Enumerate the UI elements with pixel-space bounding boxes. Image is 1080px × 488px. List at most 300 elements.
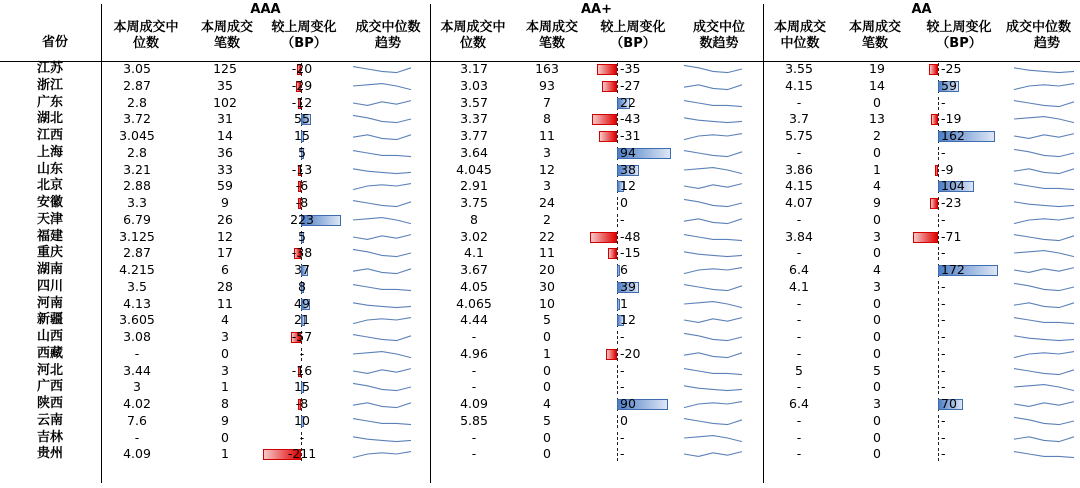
- aaa-count-cell: 12: [217, 228, 233, 244]
- aa-change-axis: [938, 231, 939, 244]
- aa-median-cell: -: [796, 312, 802, 328]
- trend-line: [1014, 368, 1074, 374]
- aaa-change-cell: -8: [295, 396, 309, 411]
- aap-change-axis: [617, 231, 618, 244]
- aaa-trend-sparkline: [353, 348, 411, 360]
- aa-change-axis: [938, 63, 939, 76]
- aaa-trend-sparkline: [353, 63, 411, 75]
- aap-trend-sparkline: [684, 130, 742, 142]
- aa-trend-sparkline: [1014, 281, 1074, 293]
- aaa-change-cell: -13: [291, 161, 313, 177]
- aaa-median-cell: -: [134, 429, 140, 445]
- aap-change-bar: [602, 81, 617, 92]
- aap-count-cell: 0: [543, 379, 551, 395]
- trend-line: [1014, 268, 1074, 273]
- aap-change-header-line2: （BP）: [610, 36, 656, 51]
- aap-change-cell: 94: [620, 144, 636, 160]
- aa-count-cell: 19: [869, 61, 885, 76]
- aaa-trend-sparkline: [353, 164, 411, 176]
- aa-median-cell: 6.4: [789, 396, 809, 411]
- aa-median-cell: 3.86: [785, 161, 813, 177]
- aa-trend-sparkline: [1014, 365, 1074, 377]
- aap-change-cell: -48: [620, 228, 641, 244]
- province-name: 山东: [37, 161, 64, 177]
- aa-median-cell: 5.75: [785, 128, 813, 143]
- aa-change-axis: [938, 298, 939, 311]
- aa-change-cell: -: [941, 295, 946, 311]
- group-aap-title: AA+: [580, 2, 612, 17]
- aaa-count-cell: 59: [217, 178, 233, 194]
- aap-change-bar: [592, 114, 617, 125]
- aap-median-header: [431, 20, 515, 52]
- aap-count-cell: 30: [539, 278, 555, 294]
- aaa-median-cell: 3.605: [119, 312, 155, 328]
- trend-line: [353, 384, 411, 391]
- province-name: 湖南: [37, 262, 64, 277]
- aa-trend-sparkline: [1014, 448, 1074, 460]
- aaa-median-cell: 2.87: [123, 77, 151, 93]
- aa-change-axis: [938, 365, 939, 378]
- aa-trend-sparkline: [1014, 432, 1074, 444]
- aaa-trend-header-line1: 成交中位数: [355, 20, 421, 35]
- aap-trend-sparkline: [684, 231, 742, 243]
- aaa-count-cell: 3: [221, 362, 229, 378]
- aaa-count-cell: 36: [217, 144, 233, 160]
- aa-median-cell: 3.55: [785, 61, 813, 76]
- aa-change-axis: [938, 314, 939, 327]
- aap-change-cell: -: [620, 429, 625, 445]
- aa-trend-sparkline: [1014, 381, 1074, 393]
- aap-trend-header: [678, 20, 760, 52]
- aa-change-axis: [938, 432, 939, 445]
- aap-median-cell: 3.57: [460, 94, 488, 110]
- aap-count-cell: 0: [543, 329, 551, 344]
- aa-count-cell: 0: [873, 245, 881, 261]
- aap-median-cell: 3.64: [460, 144, 488, 160]
- aap-change-bar: [608, 248, 617, 259]
- trend-line: [1014, 117, 1074, 123]
- aap-count-header-line1: 本周成交: [525, 20, 578, 35]
- separator: [763, 4, 764, 483]
- aap-trend-sparkline: [684, 147, 742, 159]
- aap-change-axis: [617, 63, 618, 76]
- aaa-change-cell: -57: [291, 329, 313, 344]
- aap-change-axis: [617, 365, 618, 378]
- aaa-median-cell: 4.09: [123, 446, 151, 462]
- aa-change-axis: [938, 281, 939, 294]
- group-aaa-title: AAA: [250, 2, 281, 17]
- aa-change-cell: -: [941, 379, 946, 395]
- aap-change-bar: [597, 64, 617, 75]
- aaa-trend-sparkline: [353, 130, 411, 142]
- aap-median-header-line1: 本周成交中: [440, 20, 506, 35]
- trend-line: [1014, 251, 1074, 257]
- aap-change-axis: [617, 113, 618, 126]
- trend-line: [1014, 68, 1074, 73]
- trend-line: [1014, 318, 1074, 324]
- aaa-change-cell: 15: [294, 379, 310, 395]
- province-name: 湖北: [37, 111, 64, 127]
- aaa-count-header: [190, 20, 264, 52]
- aa-change-header-line2: （BP）: [936, 36, 982, 51]
- trend-line: [684, 301, 742, 307]
- aaa-change-cell: 10: [294, 412, 310, 428]
- trend-line: [353, 135, 411, 140]
- province-name: 贵州: [37, 446, 64, 462]
- aa-median-cell: 4.15: [785, 77, 813, 93]
- aaa-change-cell: -20: [291, 61, 313, 76]
- trend-line: [353, 302, 411, 307]
- aa-median-header-line1: 本周成交: [773, 20, 826, 35]
- aaa-change-cell: -16: [291, 362, 313, 378]
- aa-count-cell: 4: [873, 262, 881, 277]
- aap-trend-sparkline: [684, 180, 742, 192]
- aa-count-cell: 0: [873, 412, 881, 428]
- aap-count-cell: 4: [543, 396, 551, 411]
- trend-line: [684, 418, 742, 424]
- trend-line: [1014, 202, 1074, 207]
- aap-count-cell: 93: [539, 77, 555, 93]
- aap-median-cell: 4.1: [464, 245, 484, 261]
- aap-change-cell: 0: [620, 412, 628, 428]
- aaa-change-cell: -211: [287, 446, 317, 462]
- trend-line: [353, 452, 411, 458]
- aa-count-cell: 2: [873, 128, 881, 143]
- aaa-change-cell: -: [299, 429, 305, 445]
- aaa-count-header-line1: 本周成交: [200, 20, 253, 35]
- trend-line: [684, 65, 742, 72]
- aa-change-bar: [931, 114, 938, 125]
- aap-trend-sparkline: [684, 448, 742, 460]
- aaa-change-cell: 8: [298, 278, 306, 294]
- aap-median-cell: 3.03: [460, 77, 488, 93]
- aa-change-axis: [938, 448, 939, 461]
- aa-change-axis: [938, 197, 939, 210]
- aaa-change-cell: 49: [294, 295, 310, 311]
- aaa-change-cell: -6: [295, 178, 309, 194]
- aa-change-cell: -: [941, 94, 946, 110]
- trend-line: [684, 268, 742, 274]
- aap-median-cell: 4.05: [460, 278, 488, 294]
- aaa-change-cell: 55: [294, 111, 310, 127]
- aap-trend-sparkline: [684, 381, 742, 393]
- aa-trend-sparkline: [1014, 80, 1074, 92]
- aa-count-cell: 9: [873, 195, 881, 210]
- aaa-count-cell: 125: [213, 61, 237, 76]
- trend-line: [684, 353, 742, 358]
- aa-trend-sparkline: [1014, 164, 1074, 176]
- aap-change-cell: 6: [620, 262, 628, 277]
- aap-change-axis: [617, 331, 618, 344]
- aaa-count-cell: 11: [217, 295, 233, 311]
- aaa-trend-sparkline: [353, 398, 411, 410]
- aap-median-cell: 3.75: [460, 195, 488, 210]
- trend-line: [684, 100, 742, 106]
- trend-line: [353, 67, 411, 73]
- aa-change-axis: [938, 331, 939, 344]
- trend-line: [684, 134, 742, 140]
- trend-line: [353, 201, 411, 207]
- aa-count-cell: 3: [873, 396, 881, 411]
- aa-median-cell: -: [796, 144, 802, 160]
- trend-line: [1014, 283, 1074, 290]
- aa-change-cell: -71: [941, 228, 962, 244]
- aa-change-axis: [938, 247, 939, 260]
- aa-change-cell: 104: [941, 178, 965, 194]
- trend-line: [353, 284, 411, 290]
- aap-median-cell: 4.09: [460, 396, 488, 411]
- aap-count-cell: 22: [539, 228, 555, 244]
- aap-change-cell: -20: [620, 345, 641, 361]
- aa-count-cell: 13: [869, 111, 885, 127]
- trend-line: [353, 403, 411, 408]
- trend-line: [353, 100, 411, 105]
- aaa-change-cell: -: [299, 345, 305, 361]
- trend-line: [1014, 184, 1074, 190]
- trend-line: [353, 351, 411, 357]
- trend-line: [353, 217, 411, 223]
- aaa-median-cell: 2.8: [127, 94, 147, 110]
- aap-change-cell: -: [620, 446, 625, 462]
- aap-count-cell: 20: [539, 262, 555, 277]
- aa-change-bar: [935, 165, 938, 176]
- aaa-trend-sparkline: [353, 197, 411, 209]
- aap-change-cell: 38: [620, 161, 636, 177]
- aa-change-axis: [938, 147, 939, 160]
- aa-change-cell: -: [941, 144, 946, 160]
- aaa-trend-header-line2: 趋势: [374, 36, 401, 51]
- aa-median-cell: 4.1: [789, 278, 809, 294]
- trend-line: [684, 167, 742, 173]
- aaa-trend-sparkline: [353, 214, 411, 226]
- aap-count-cell: 11: [539, 128, 555, 143]
- aap-median-cell: -: [471, 362, 477, 378]
- aaa-trend-sparkline: [353, 415, 411, 427]
- trend-line: [1014, 417, 1074, 424]
- aap-change-header: [590, 20, 676, 52]
- aaa-count-cell: 9: [221, 412, 229, 428]
- aap-trend-sparkline: [684, 97, 742, 109]
- aaa-change-header-line2: （BP）: [281, 36, 327, 51]
- aa-median-cell: 3.7: [789, 111, 809, 127]
- aaa-median-cell: 2.88: [123, 178, 151, 194]
- aap-change-cell: -15: [620, 245, 641, 261]
- aap-count-cell: 3: [543, 144, 551, 160]
- trend-line: [1014, 100, 1074, 106]
- trend-line: [1014, 402, 1074, 407]
- aaa-count-cell: 102: [213, 94, 237, 110]
- aa-trend-sparkline: [1014, 331, 1074, 343]
- aap-change-cell: -: [620, 362, 625, 378]
- trend-line: [353, 436, 411, 441]
- aap-change-bar: [606, 349, 617, 360]
- aa-count-cell: 0: [873, 446, 881, 462]
- aaa-median-cell: 3.5: [127, 278, 147, 294]
- aap-change-axis: [617, 381, 618, 394]
- aa-count-cell: 14: [869, 77, 885, 93]
- trend-line: [353, 418, 411, 424]
- aa-change-bar: [930, 198, 938, 209]
- aap-trend-sparkline: [684, 398, 742, 410]
- aap-change-axis: [617, 130, 618, 143]
- aaa-median-header-line1: 本周成交中: [113, 20, 179, 35]
- aaa-count-cell: 31: [217, 111, 233, 127]
- aa-count-header-line2: 笔数: [861, 36, 888, 51]
- aa-median-cell: 3.84: [785, 228, 813, 244]
- aa-median-cell: -: [796, 295, 802, 311]
- aaa-count-cell: 6: [221, 262, 229, 277]
- aa-trend-sparkline: [1014, 314, 1074, 326]
- aaa-count-cell: 14: [217, 128, 233, 143]
- trend-line: [1014, 234, 1074, 240]
- trend-line: [353, 184, 411, 190]
- aap-median-cell: 3.37: [460, 111, 488, 127]
- aa-change-cell: -: [941, 362, 946, 378]
- aap-trend-sparkline: [684, 314, 742, 326]
- aa-change-cell: -: [941, 345, 946, 361]
- province-name: 上海: [37, 144, 64, 160]
- aap-trend-sparkline: [684, 214, 742, 226]
- aaa-count-header-line2: 笔数: [213, 36, 240, 51]
- trend-line: [1014, 149, 1074, 156]
- aa-change-cell: 59: [941, 77, 957, 93]
- trend-line: [684, 386, 742, 391]
- aap-change-cell: 90: [620, 396, 636, 411]
- aap-change-cell: 39: [620, 278, 636, 294]
- aap-change-axis: [617, 448, 618, 461]
- aap-trend-sparkline: [684, 63, 742, 75]
- aa-median-cell: -: [796, 245, 802, 261]
- aa-change-axis: [938, 113, 939, 126]
- aaa-trend-sparkline: [353, 281, 411, 293]
- aa-trend-sparkline: [1014, 348, 1074, 360]
- province-name: 天津: [37, 211, 64, 227]
- aa-trend-sparkline: [1014, 231, 1074, 243]
- aap-median-cell: 4.96: [460, 345, 488, 361]
- aap-median-cell: -: [471, 329, 477, 344]
- aaa-median-cell: 3: [133, 379, 141, 395]
- aa-count-cell: 5: [873, 362, 881, 378]
- aaa-median-cell: 3.08: [123, 329, 151, 344]
- aap-median-cell: 3.67: [460, 262, 488, 277]
- aaa-median-cell: 7.6: [127, 412, 147, 428]
- aaa-median-cell: 3.21: [123, 161, 151, 177]
- aaa-count-cell: 26: [217, 211, 233, 227]
- aa-count-cell: 3: [873, 278, 881, 294]
- aap-trend-header-line2: 数趋势: [699, 36, 739, 51]
- aap-count-cell: 1: [543, 345, 551, 361]
- aap-change-bar: [590, 232, 617, 243]
- aa-trend-sparkline: [1014, 247, 1074, 259]
- aap-count-cell: 2: [543, 211, 551, 227]
- aa-median-cell: 4.15: [785, 178, 813, 194]
- aaa-count-cell: 1: [221, 446, 229, 462]
- aaa-median-cell: -: [134, 345, 140, 361]
- aap-change-cell: -27: [620, 77, 641, 93]
- aap-median-cell: 3.77: [460, 128, 488, 143]
- trend-line: [353, 234, 411, 239]
- aap-trend-sparkline: [684, 365, 742, 377]
- province-name: 安徽: [37, 195, 64, 210]
- aaa-trend-sparkline: [353, 365, 411, 377]
- aa-trend-sparkline: [1014, 197, 1074, 209]
- trend-line: [353, 269, 411, 274]
- aaa-median-header: [104, 20, 188, 52]
- aa-count-header: [838, 20, 912, 52]
- aap-count-cell: 0: [543, 362, 551, 378]
- province-name: 云南: [37, 412, 64, 428]
- aa-median-cell: -: [796, 446, 802, 462]
- aap-trend-sparkline: [684, 164, 742, 176]
- aaa-median-cell: 2.87: [123, 245, 151, 261]
- aap-change-bar: [599, 131, 617, 142]
- aaa-median-cell: 2.8: [127, 144, 147, 160]
- province-name: 河南: [37, 295, 64, 311]
- trend-line: [684, 284, 742, 290]
- aap-median-cell: 4.44: [460, 312, 488, 328]
- aap-change-header-line1: 较上周变化: [600, 20, 666, 35]
- aa-median-cell: -: [796, 345, 802, 361]
- aaa-median-cell: 4.215: [119, 262, 155, 277]
- aap-median-cell: 4.065: [456, 295, 492, 311]
- aa-change-axis: [938, 381, 939, 394]
- province-name: 新疆: [37, 312, 64, 328]
- aap-trend-sparkline: [684, 281, 742, 293]
- trend-line: [1014, 302, 1074, 307]
- aap-trend-sparkline: [684, 113, 742, 125]
- trend-line: [353, 168, 411, 173]
- aa-trend-sparkline: [1014, 264, 1074, 276]
- aa-count-cell: 0: [873, 345, 881, 361]
- trend-line: [1014, 336, 1074, 341]
- aa-trend-header: [1006, 20, 1080, 52]
- trend-line: [684, 150, 742, 156]
- trend-line: [1014, 83, 1074, 89]
- trend-line: [1014, 168, 1074, 173]
- aa-change-cell: -: [941, 446, 946, 462]
- aap-count-cell: 7: [543, 94, 551, 110]
- aap-change-axis: [617, 247, 618, 260]
- trend-line: [353, 250, 411, 257]
- province-name: 重庆: [37, 245, 64, 261]
- trend-line: [684, 402, 742, 408]
- aap-median-header-line2: 位数: [459, 36, 486, 51]
- aaa-median-header-line2: 位数: [132, 36, 159, 51]
- aap-median-cell: 4.045: [456, 161, 492, 177]
- aa-change-cell: -: [941, 211, 946, 227]
- aap-count-cell: 0: [543, 446, 551, 462]
- aa-change-axis: [938, 164, 939, 177]
- aa-change-axis: [938, 97, 939, 110]
- aap-median-cell: -: [471, 446, 477, 462]
- aa-change-cell: -23: [941, 195, 962, 210]
- aa-trend-header-line1: 成交中位数: [1006, 20, 1072, 35]
- province-name: 西藏: [37, 345, 64, 361]
- aa-trend-sparkline: [1014, 97, 1074, 109]
- aa-change-axis: [938, 415, 939, 428]
- province-name: 福建: [37, 228, 64, 244]
- aap-change-axis: [617, 214, 618, 227]
- aap-trend-sparkline: [684, 331, 742, 343]
- aap-change-cell: -43: [620, 111, 641, 127]
- trend-line: [353, 335, 411, 341]
- aa-change-cell: -9: [941, 161, 954, 177]
- aa-count-cell: 3: [873, 228, 881, 244]
- aaa-trend-sparkline: [353, 113, 411, 125]
- aap-trend-sparkline: [684, 247, 742, 259]
- aa-change-cell: -: [941, 312, 946, 328]
- aap-median-cell: -: [471, 429, 477, 445]
